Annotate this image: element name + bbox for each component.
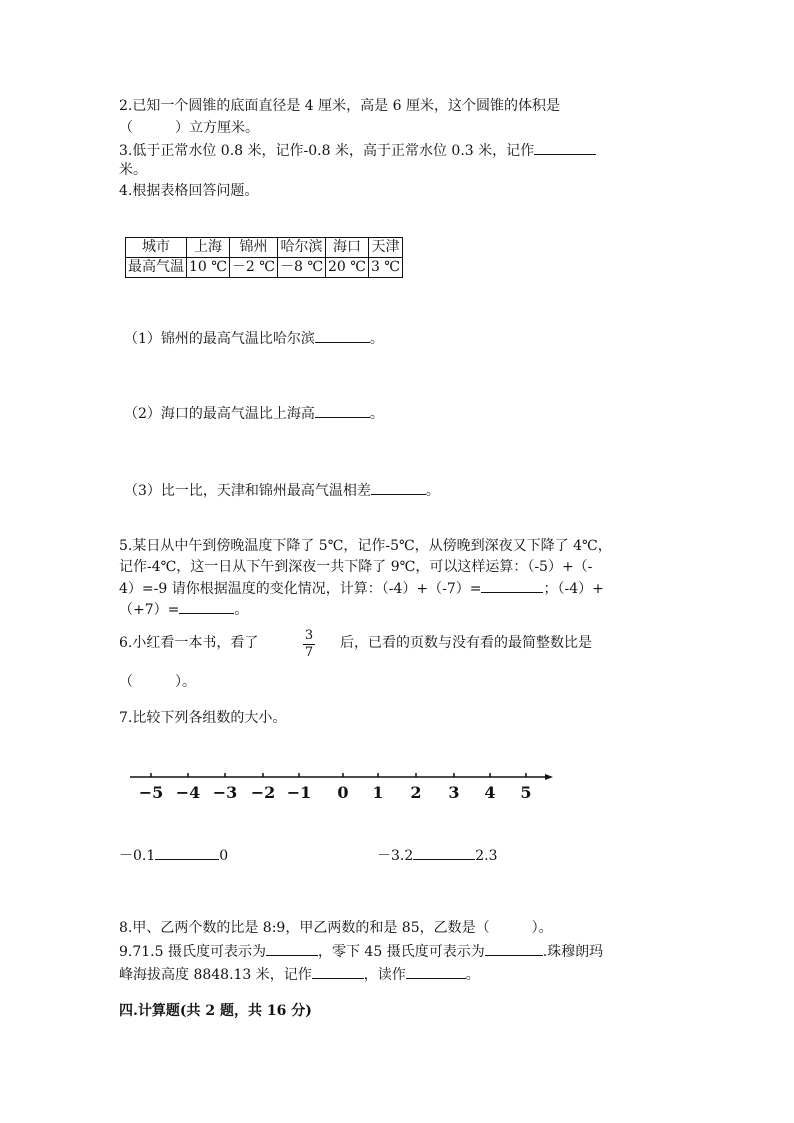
number-line-label: −5 (138, 783, 164, 802)
table-cell: －8 ℃ (277, 258, 325, 278)
table-header-row (126, 238, 403, 258)
q9-blank-2[interactable] (485, 941, 543, 956)
fraction-numerator: 3 (304, 628, 314, 643)
q6-part2: 后，已看的页数与没有看的最简整数比是 (340, 635, 592, 651)
q7-title: 7.比较下列各组数的大小。 (119, 710, 287, 726)
q4-sub2-text: （2）海口的最高气温比上海高 (124, 406, 315, 422)
temperature-table (125, 237, 403, 278)
q2-line2: （ ）立方厘米。 (119, 120, 259, 136)
q4-sub3-blank[interactable] (371, 480, 426, 495)
q3-line2: 米。 (119, 162, 147, 178)
q4-title: 4.根据表格回答问题。 (119, 183, 259, 199)
q4-sub1-blank[interactable] (315, 328, 370, 343)
compare-2-blank[interactable] (413, 845, 475, 860)
table-row (126, 258, 403, 278)
number-line-label: −2 (250, 783, 276, 802)
table-cell: －2 ℃ (229, 258, 277, 278)
q5-line3-mid: ；（-4）+ (543, 581, 604, 597)
number-line-label: −3 (212, 783, 238, 802)
table-cell: 10 ℃ (187, 258, 230, 278)
q7-compare-2 (377, 845, 498, 866)
q4-sub1-end: 。 (369, 331, 384, 347)
q4-sub1 (124, 328, 384, 349)
q9-blank-3[interactable] (312, 964, 364, 979)
q4-sub3-end: 。 (425, 483, 440, 499)
compare-2-right: 2.3 (475, 848, 498, 864)
q9-p3: .珠穆朗玛 (542, 944, 604, 960)
q3-line1 (119, 140, 596, 161)
q9-blank-4[interactable] (406, 964, 466, 979)
number-line-label: −1 (286, 783, 312, 802)
q2-line1: 2.已知一个圆锥的底面直径是 4 厘米，高是 6 厘米，这个圆锥的体积是 (119, 98, 560, 114)
q9-line2c: 。 (465, 967, 480, 983)
q3-blank[interactable] (534, 140, 596, 155)
q5-blank-2[interactable] (179, 599, 234, 614)
q4-sub1-text: （1）锦州的最高气温比哈尔滨 (124, 331, 315, 347)
table-cell: 城市 (126, 238, 187, 258)
table-cell: 上海 (187, 238, 230, 258)
q4-sub3 (124, 480, 440, 501)
compare-1-blank[interactable] (155, 845, 219, 860)
number-line-label: 5 (520, 783, 532, 802)
q4-sub2 (124, 403, 384, 424)
q5-line3 (119, 578, 604, 599)
table-cell: 最高气温 (126, 258, 187, 278)
q7-compare-1 (119, 845, 228, 866)
q5-line2: 记作-4℃，这一日从下午到深夜一共下降了 9℃，可以这样运算：（-5）+（- (119, 559, 593, 575)
table-cell: 哈尔滨 (277, 238, 325, 258)
q9-line2a: 峰海拔高度 8848.13 米，记作 (119, 967, 312, 983)
compare-1-right: 0 (219, 848, 229, 864)
q6-part1: 6.小红看一本书，看了 (119, 635, 259, 651)
table-cell: 海口 (326, 238, 369, 258)
number-line-label: 3 (448, 783, 460, 802)
number-line-label: 1 (372, 783, 384, 802)
fraction (302, 628, 316, 661)
q8-text: 8.甲、乙两个数的比是 8:9，甲乙两数的和是 85，乙数是（ ）。 (119, 920, 553, 936)
q5-line4-end: 。 (234, 602, 249, 618)
q9-p1: 9.71.5 摄氏度可表示为 (119, 944, 266, 960)
q3-text: 3.低于正常水位 0.8 米，记作-0.8 米，高于正常水位 0.3 米，记作 (119, 143, 535, 159)
table-cell: 3 ℃ (368, 258, 402, 278)
q9-line2 (119, 964, 480, 985)
q9-line2b: ，读作 (363, 967, 406, 983)
table-cell: 天津 (368, 238, 402, 258)
q5-line1: 5.某日从中午到傍晚温度下降了 5℃，记作-5℃，从傍晚到深夜又下降了 4℃， (119, 538, 612, 554)
compare-1-left: －0.1 (119, 848, 156, 864)
q4-sub2-blank[interactable] (315, 403, 370, 418)
arrow-right-icon (545, 774, 553, 780)
q4-sub3-text: （3）比一比，天津和锦州最高气温相差 (124, 483, 371, 499)
q9-line1 (119, 941, 603, 962)
q5-line4-text: （+7）= (119, 602, 180, 618)
table-cell: 锦州 (229, 238, 277, 258)
section4-title: 四.计算题(共 2 题，共 16 分) (119, 1003, 312, 1019)
number-line (125, 766, 565, 816)
q4-sub2-end: 。 (369, 406, 384, 422)
q5-line4 (119, 599, 248, 620)
q9-p2: ，零下 45 摄氏度可表示为 (317, 944, 485, 960)
number-line-label: 4 (484, 783, 496, 802)
q5-blank-1[interactable] (481, 578, 543, 593)
q9-blank-1[interactable] (266, 941, 318, 956)
q5-line3-text: 4）=-9 请你根据温度的变化情况，计算：（-4）+（-7）= (119, 581, 482, 597)
fraction-denominator: 7 (304, 645, 314, 660)
number-line-label: 2 (410, 783, 422, 802)
compare-2-left: －3.2 (377, 848, 414, 864)
number-line-label: −4 (175, 783, 201, 802)
q6-line2: （ ）。 (119, 674, 196, 690)
table-cell: 20 ℃ (326, 258, 369, 278)
number-line-label: 0 (337, 783, 349, 802)
